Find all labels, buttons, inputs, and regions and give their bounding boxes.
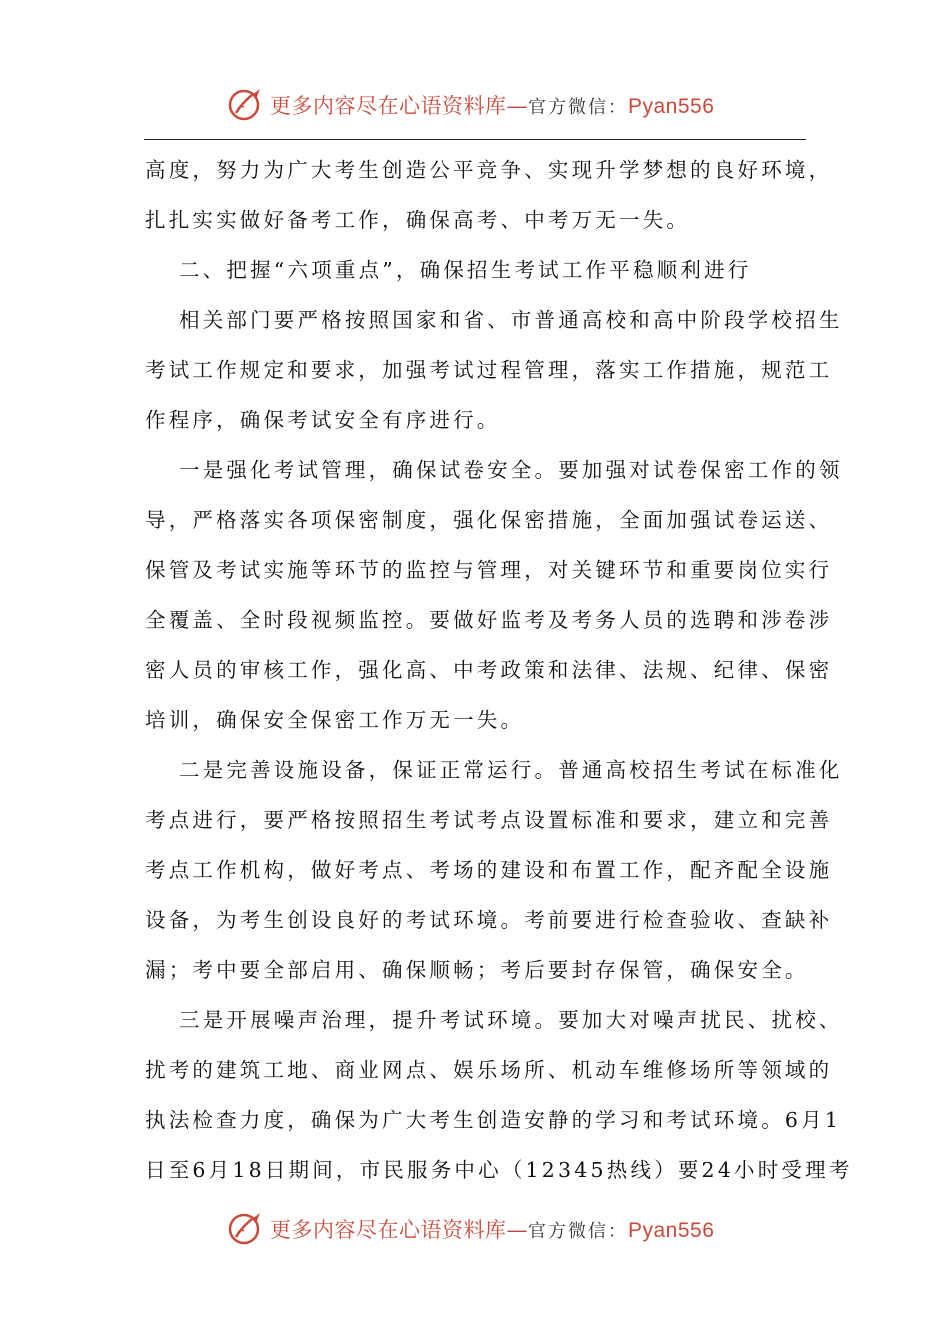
- watermark-text: 更多内容尽在心语资料库—官方微信：Pyan556: [270, 1218, 715, 1242]
- text-line: 相关部门要严格按照国家和省、市普通高校和高中阶段学校招生: [179, 308, 843, 332]
- text-line: 培训，确保安全保密工作万无一失。: [145, 708, 525, 732]
- text-line: 二是完善设施设备，保证正常运行。普通高校招生考试在标准化: [179, 758, 843, 782]
- pen-logo-icon: [226, 1209, 266, 1249]
- text-line: 导，严格落实各项保密制度，强化保密措施，全面加强试卷运送、: [145, 508, 833, 532]
- text-line: 高度，努力为广大考生创造公平竞争、实现升学梦想的良好环境，: [145, 158, 833, 182]
- text-line: 设备，为考生创设良好的考试环境。考前要进行检查验收、查缺补: [145, 908, 833, 932]
- text-line: 三是开展噪声治理，提升考试环境。要加大对噪声扰民、扰校、: [179, 1008, 843, 1032]
- text-line: 扎扎实实做好备考工作，确保高考、中考万无一失。: [145, 208, 691, 232]
- pen-logo-icon: [226, 85, 266, 125]
- header-divider: [144, 139, 806, 140]
- text-line: 一是强化考试管理，确保试卷安全。要加强对试卷保密工作的领: [179, 458, 843, 482]
- header-watermark: [0, 80, 950, 130]
- text-line: 密人员的审核工作，强化高、中考政策和法律、法规、纪律、保密: [145, 658, 833, 682]
- text-line: 全覆盖、全时段视频监控。要做好监考及考务人员的选聘和涉卷涉: [145, 608, 833, 632]
- footer-watermark: [0, 1204, 950, 1254]
- text-line: 执法检查力度，确保为广大考生创造安静的学习和考试环境。6月1: [145, 1108, 842, 1132]
- text-line: 考点进行，要严格按照招生考试考点设置标准和要求，建立和完善: [145, 808, 833, 832]
- text-line: 作程序，确保考试安全有序进行。: [145, 408, 501, 432]
- watermark-text: 更多内容尽在心语资料库—官方微信：Pyan556: [270, 94, 715, 118]
- text-line: 漏；考中要全部启用、确保顺畅；考后要封存保管，确保安全。: [145, 958, 809, 982]
- text-line: 扰考的建筑工地、商业网点、娱乐场所、机动车维修场所等领域的: [145, 1058, 833, 1082]
- section-heading: 二、把握“六项重点”，确保招生考试工作平稳顺利进行: [179, 258, 752, 282]
- text-line: 考点工作机构，做好考点、考场的建设和布置工作，配齐配全设施: [145, 858, 833, 882]
- text-line: 考试工作规定和要求，加强考试过程管理，落实工作措施，规范工: [145, 358, 833, 382]
- text-line: 保管及考试实施等环节的监控与管理，对关键环节和重要岗位实行: [145, 558, 833, 582]
- text-line: 日至6月18日期间，市民服务中心（12345热线）要24小时受理考: [145, 1158, 853, 1182]
- document-body: [145, 145, 853, 1195]
